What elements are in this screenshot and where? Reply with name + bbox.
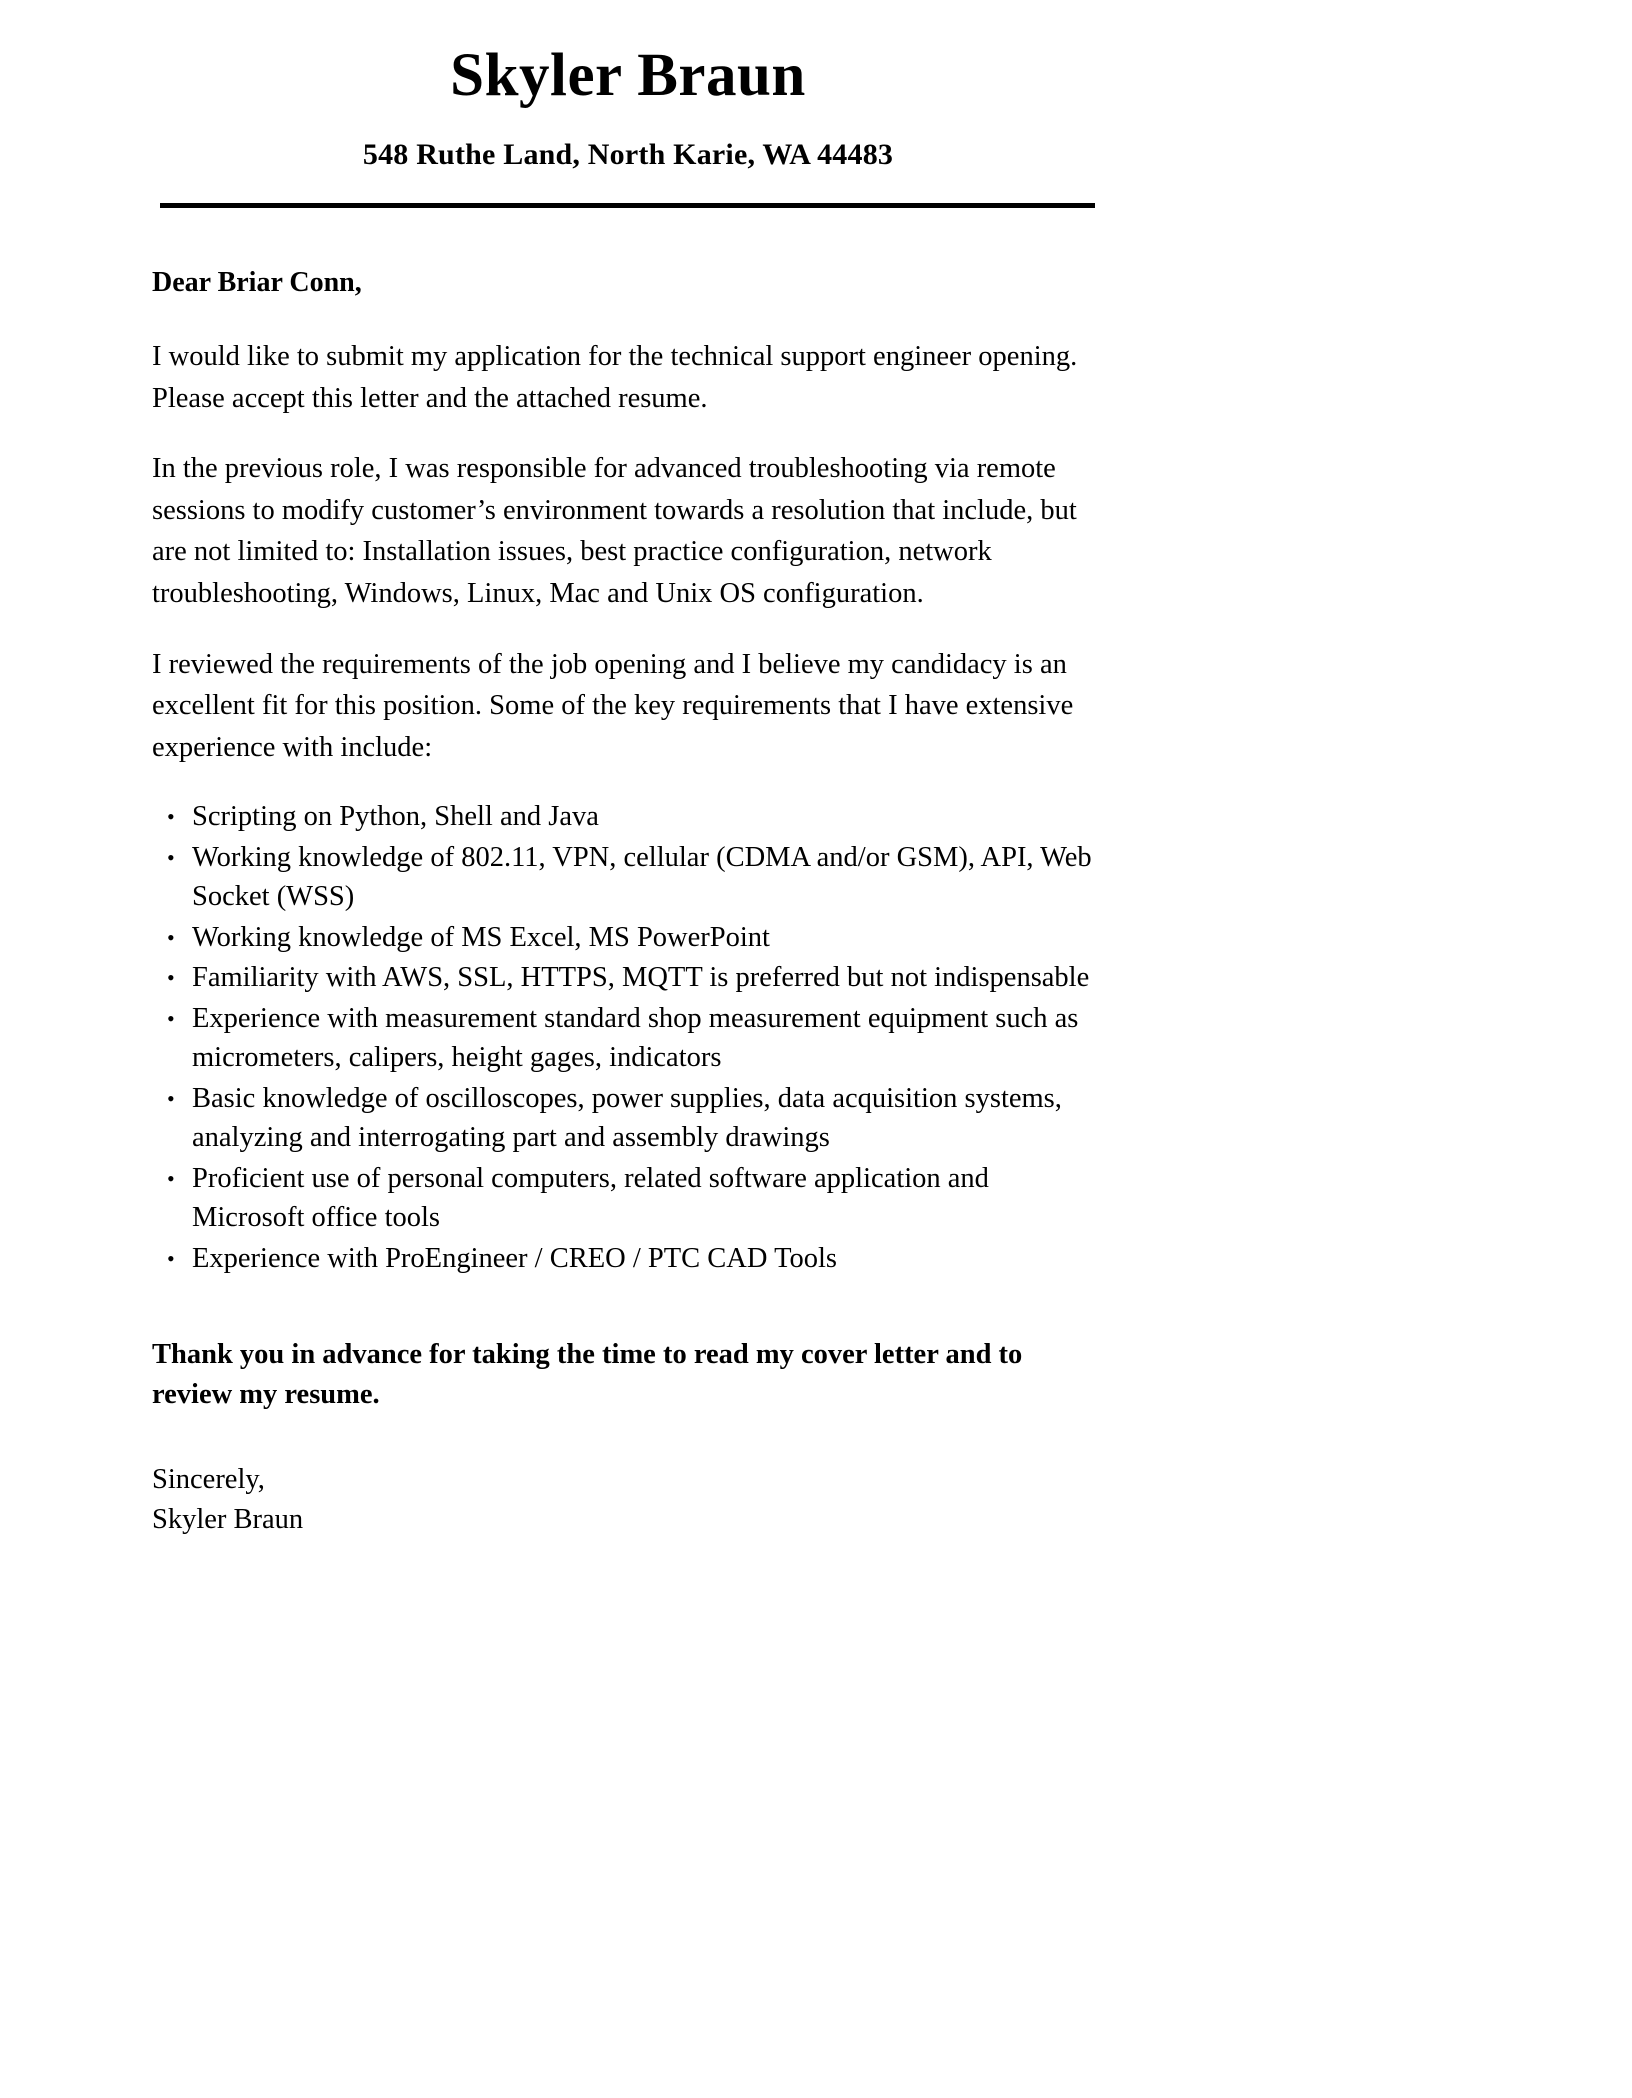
paragraph-experience: In the previous role, I was responsible for advanced troubleshooting via remote sessions to modify customer’s environment towards a resolution that include, but are not limited to: Installation issues, best practice configuration, network troubleshooting, Windows, Linux, Mac and Unix OS configuration.	[152, 453, 1077, 609]
candidate-address: 548 Ruthe Land, North Karie, WA 44483	[362, 137, 894, 171]
letter-body	[152, 265, 1096, 1541]
list-item: • Familiarity with AWS, SSL, HTTPS, MQTT is preferred but not indispensable	[152, 958, 1096, 997]
list-item: • Basic knowledge of oscilloscopes, power supplies, data acquisition systems, analyzing and interrogating part and assembly drawings	[152, 1079, 1096, 1158]
salutation: Dear Briar Conn,	[152, 267, 362, 298]
signoff-block	[152, 1460, 1096, 1541]
list-item: • Experience with ProEngineer / CREO / PTC CAD Tools	[152, 1239, 1096, 1278]
signoff-signer: Skyler Braun	[152, 1504, 304, 1536]
signoff-valediction: Sincerely,	[152, 1463, 265, 1495]
paragraph-requirements-intro: I reviewed the requirements of the job opening and I believe my candidacy is an excellent fit for this position. Some of the key requirements that I have extensive experience with include:	[152, 648, 1074, 763]
paragraph-intro: I would like to submit my application for the technical support engineer opening. Please accept this letter and the attached resume.	[152, 340, 1078, 414]
list-item: • Scripting on Python, Shell and Java	[152, 797, 1096, 836]
header-divider-rule	[160, 203, 1095, 208]
closing-statement: Thank you in advance for taking the time to read my cover letter and to review my resume.	[152, 1339, 1023, 1410]
list-item: • Working knowledge of 802.11, VPN, cellular (CDMA and/or GSM), API, Web Socket (WSS)	[152, 838, 1096, 917]
candidate-name: Skyler Braun	[450, 42, 806, 109]
list-item: • Proficient use of personal computers, related software application and Microsoft office tools	[152, 1159, 1096, 1238]
letter-header	[160, 44, 1096, 172]
qualifications-list	[152, 797, 1096, 1278]
list-item: • Working knowledge of MS Excel, MS PowerPoint	[152, 918, 1096, 957]
list-item: • Experience with measurement standard shop measurement equipment such as micrometers, calipers, height gages, indicators	[152, 999, 1096, 1078]
